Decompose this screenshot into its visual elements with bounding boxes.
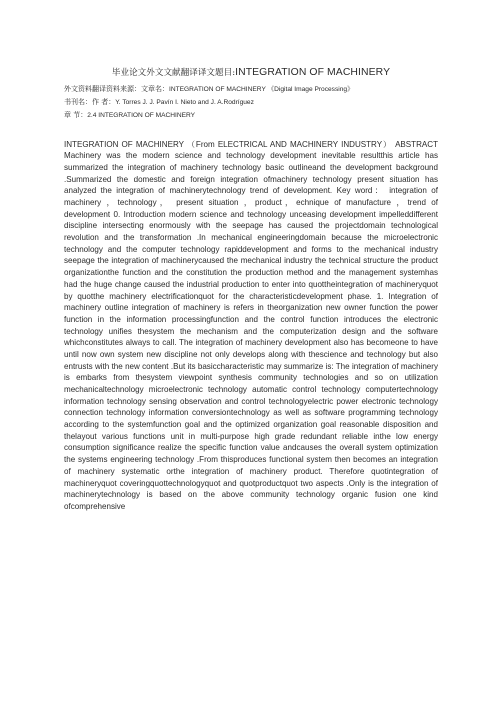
title-chinese: 毕业论文外文文献翻译译文题目: [111,68,236,78]
document-title [64,66,438,80]
title-english: INTEGRATION OF MACHINERY [235,67,391,78]
chapter-value: 2.4 INTEGRATION OF MACHINERY [87,112,196,120]
section-spacer [64,123,438,139]
source-label: 外文资料翻译资料来源：文章名： [64,85,169,93]
body-paragraph: INTEGRATION OF MACHINERY （From ELECTRICAL AND MACHINERY INDUSTRY） ABSTRACT Machinery was the modern science and technology development inevitable resultthis article has summarized the integration of machinery technology basic outlineand the development background .Summarized the domestic and foreign integration ofmachinery technology present situation has analyzed the integration of machinerytechnology trend of development. Key word： integration of machinery ，technology， present situation ，product，echnique of manufacture ，trend of development 0. Introduction modern science and technology unceasing development impelleddifferent discipline intersecting enormously with the seepage has caused the projectdomain technological revolution and the transformation .In mechanical engineeringdomain because the microelectronic technology and the computer technology rapiddevelopment and forms to the mechanical industry seepage the integration of machinerycaused the mechanical industry the technical structure the product organizationthe function and the constitution the production method and the management systemhas had the huge change caused the industrial production to enter into quottheintegration of machineryquot by quotthe machinery electrificationquot for the characteristicdevelopment phase. 1. Integration of machinery outline integration of machinery is refers in theorganization new owner function the power function in the information processingfunction and the control function introduces the electronic technology unifies thesystem the mechanism and the computerization design and the software whichconstitutes always to call. The integration of machinery development also has becomeone to have until now own system new discipline not only develops along with thescience and technology but also entrusts with the new content .But its basiccharacteristic may summarize is: The integration of machinery is embarks from thesystem viewpoint synthesis community technologies and so on utilization mechanicaltechnology microelectronic technology automatic control technology computertechnology information technology sensing observation and control technologyelectric power electronic technology connection technology information conversiontechnology as well as software programming technology according to the systemfunction goal and the optimized organization goal reasonable disposition and thelayout various functions unit in multi-purpose high grade redundant reliable inthe low energy consumption significance realize the specific function value andcauses the overall system optimization the systems engineering technology .From thisproduces functional system then becomes an integration of machinery systematic orthe integration of machinery product. Therefore quotintegration of machineryquot coveringquottechnologyquot and quotproductquot two aspects .Only is the integration of machinerytechnology is based on the above community technology organic fusion one kind ofcomprehensive [64,139,438,511]
source-value: INTEGRATION OF MACHINERY 《Digital Image Processing》 [169,86,354,93]
source-line [64,83,438,96]
book-author-label: 书刊名：作 者： [64,98,116,107]
chapter-label: 章 节： [64,111,88,120]
author-value: Y. Torres J. J. Pavín I. Nieto and J. A.Rodríguez [115,99,254,107]
book-author-line [64,96,438,109]
chapter-line [64,109,438,122]
